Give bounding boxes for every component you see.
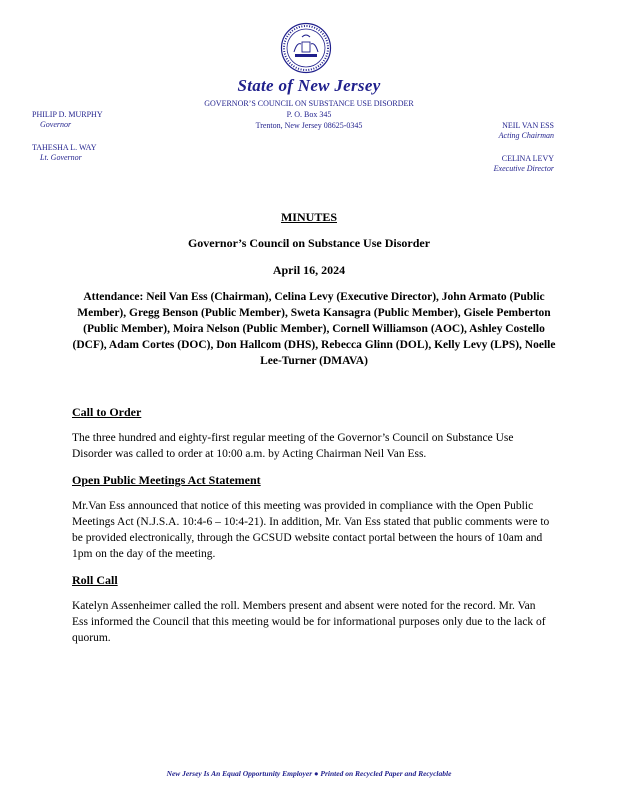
governor-title: Governor	[40, 120, 72, 129]
executive-director-name: CELINA LEVY	[501, 154, 554, 163]
executive-director-title: Executive Director	[493, 164, 554, 173]
minutes-heading: MINUTES	[280, 210, 337, 224]
section-body-open-public-meetings: Mr.Van Ess announced that notice of this meeting was provided in compliance with the Open Public Meetings Act (N.J.S.A. 10:4-6 – 10:4-21). In addition, Mr. Van Ess stated that public comments were to be provided electronically, through the GCSUD website contact portal between the hours of 10am and 1pm on the day of the meeting.	[72, 500, 550, 560]
council-name: GOVERNOR’S COUNCIL ON SUBSTANCE USE DISORDER	[204, 99, 414, 108]
section-body-call-to-order: The three hundred and eighty-first regular meeting of the Governor’s Council on Substance Use Disorder was called to order at 10:00 a.m. by Acting Chairman Neil Van Ess.	[72, 432, 514, 460]
chairman-name: NEIL VAN ESS	[502, 121, 554, 130]
governor-name: PHILIP D. MURPHY	[32, 110, 103, 119]
chairman-title: Acting Chairman	[498, 131, 554, 140]
document-subtitle: Governor’s Council on Substance Use Disorder	[187, 236, 431, 250]
section-body-roll-call: Katelyn Assenheimer called the roll. Members present and absent were noted for the record. Mr. Van Ess informed the Council that this meeting would be for informational purposes only due to the lack of quorum.	[72, 600, 546, 644]
po-box: P. O. Box 345	[286, 110, 332, 119]
attendance-list: Attendance: Neil Van Ess (Chairman), Celina Levy (Executive Director), John Armato (Public Member), Gregg Benson (Public Member), Sweta Kansagra (Public Member), Gisele Pemberton (Public Member), Moira Nelson (Public Member), Cornell Williamson (AOC), Ashley Costello (DCF), Adam Cortes (DOC), Don Hallcom (DHS), Rebecca Glinn (DOL), Kelly Levy (LPS), Noelle Lee-Turner (DMAVA)	[72, 291, 556, 367]
lt-governor-title: Lt. Governor	[40, 153, 82, 162]
city-line: Trenton, New Jersey 08625-0345	[255, 121, 363, 130]
section-title-open-public-meetings: Open Public Meetings Act Statement	[72, 473, 261, 487]
executive-director-block	[494, 154, 554, 174]
lt-governor-name: TAHESHA L. WAY	[32, 143, 97, 152]
governor-block	[32, 110, 103, 130]
chairman-block	[499, 121, 554, 141]
footer-note: New Jersey Is An Equal Opportunity Employer ● Printed on Recycled Paper and Recyclable	[166, 769, 452, 778]
lt-governor-block	[32, 143, 96, 163]
state-title: State of New Jersey	[237, 76, 381, 95]
meeting-date: April 16, 2024	[272, 263, 346, 277]
state-seal-icon	[280, 22, 332, 74]
section-title-roll-call: Roll Call	[72, 573, 118, 587]
section-title-call-to-order: Call to Order	[72, 405, 142, 419]
